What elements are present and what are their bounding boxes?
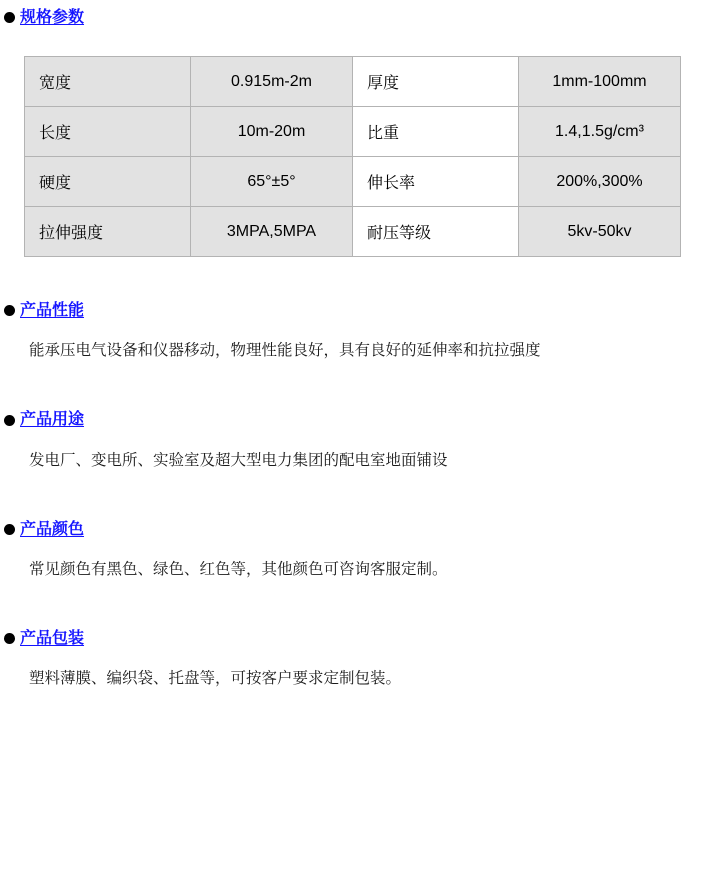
section-heading-label: 产品包装 [20, 630, 85, 648]
section-heading-specs [0, 8, 708, 27]
spec-cell-value: 200%,300% [519, 157, 681, 207]
spec-cell-label: 长度 [25, 107, 191, 157]
spacer [0, 587, 708, 629]
spacer [0, 368, 708, 410]
spec-cell-value: 5kv-50kv [519, 207, 681, 257]
spacer [0, 648, 708, 662]
section-paragraph-packaging: 塑料薄膜、编织袋、托盘等，可按客户要求定制包装。 [29, 670, 402, 688]
spacer [0, 478, 708, 520]
section-heading-usage [0, 410, 708, 429]
section-heading-label: 产品颜色 [20, 520, 85, 538]
spec-cell-label: 拉伸强度 [25, 207, 191, 257]
spec-cell-label: 伸长率 [353, 157, 519, 207]
table-row [25, 207, 681, 257]
spacer [0, 320, 708, 334]
section-paragraph-performance: 能承压电气设备和仪器移动，物理性能良好，具有良好的延伸率和抗拉强度 [29, 342, 541, 360]
table-row [25, 157, 681, 207]
section-heading-label: 产品用途 [20, 411, 85, 429]
table-row [25, 107, 681, 157]
section-heading-packaging [0, 629, 708, 648]
section-heading-color [0, 520, 708, 539]
spec-cell-value: 10m-20m [191, 107, 353, 157]
spec-cell-label: 耐压等级 [353, 207, 519, 257]
spec-cell-value: 0.915m-2m [191, 57, 353, 107]
spec-cell-label: 比重 [353, 107, 519, 157]
spec-table [24, 56, 681, 257]
spec-cell-value: 1.4,1.5g/cm³ [519, 107, 681, 157]
spec-cell-label: 硬度 [25, 157, 191, 207]
spec-cell-value: 1mm-100mm [519, 57, 681, 107]
spec-cell-label: 宽度 [25, 57, 191, 107]
bullet-icon [4, 305, 15, 316]
product-spec-document [0, 8, 708, 889]
bullet-icon [4, 415, 15, 426]
spacer [0, 539, 708, 553]
section-heading-label: 产品性能 [20, 302, 85, 320]
spacer [0, 430, 708, 444]
bullet-icon [4, 524, 15, 535]
spec-table-container [24, 56, 708, 257]
section-paragraph-color: 常见颜色有黑色、绿色、红色等，其他颜色可咨询客服定制。 [29, 560, 448, 578]
spacer [0, 257, 708, 301]
spec-cell-label: 厚度 [353, 57, 519, 107]
section-heading-label: 规格参数 [20, 9, 85, 26]
spec-cell-value: 3MPA,5MPA [191, 207, 353, 257]
spec-cell-value: 65°±5° [191, 157, 353, 207]
section-heading-performance [0, 301, 708, 320]
bullet-icon [4, 633, 15, 644]
bullet-icon [4, 12, 15, 23]
section-paragraph-usage: 发电厂、变电所、实验室及超大型电力集团的配电室地面铺设 [29, 451, 448, 469]
table-row [25, 57, 681, 107]
